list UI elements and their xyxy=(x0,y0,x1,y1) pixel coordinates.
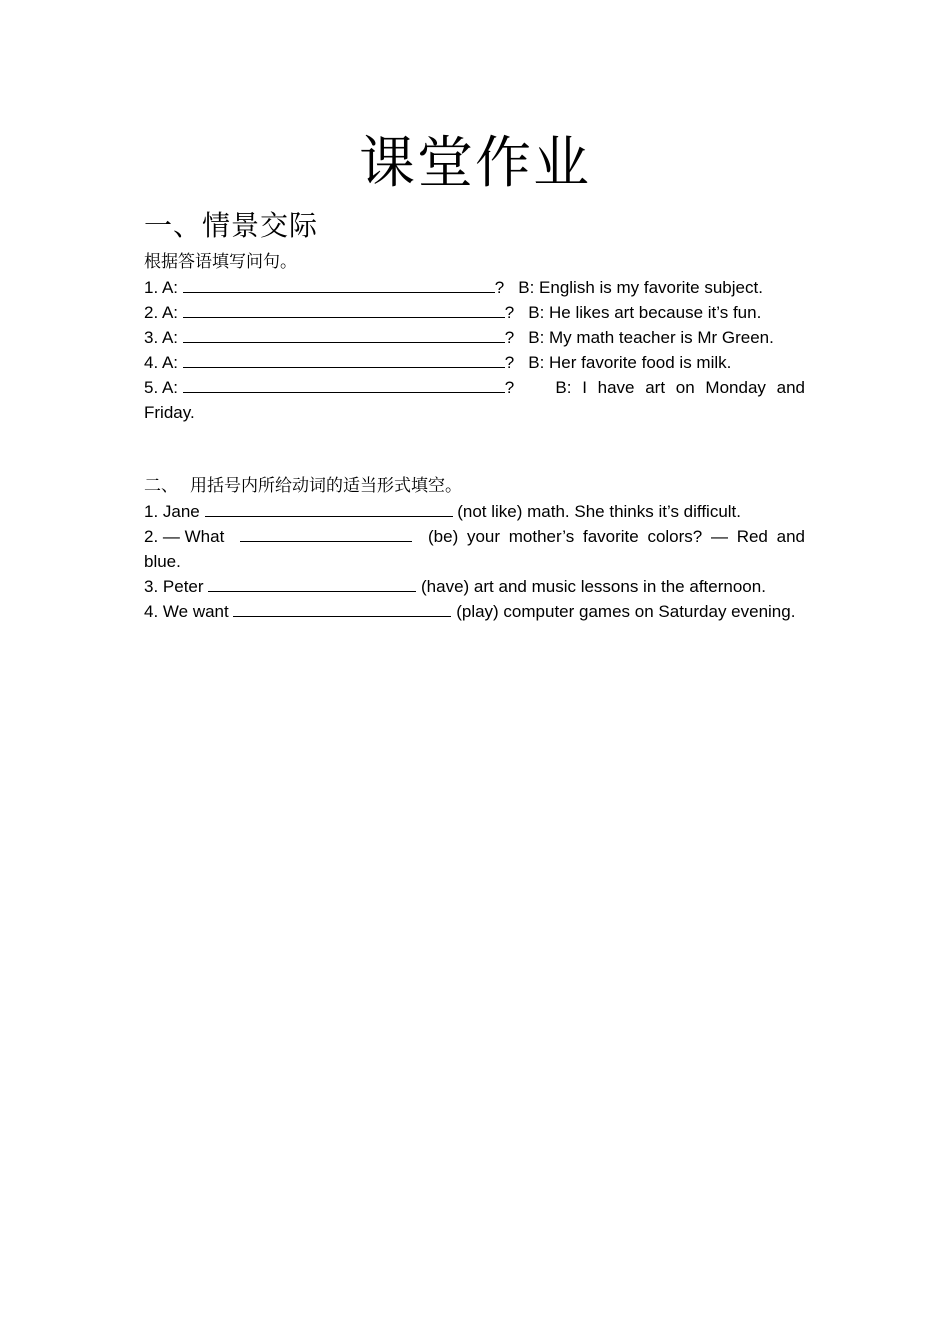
answer-text: B: Her favorite food is milk. xyxy=(528,353,732,372)
page-title: 课堂作业 xyxy=(359,131,591,196)
fill-blank[interactable] xyxy=(240,524,412,542)
question-row-5-continued xyxy=(144,400,805,425)
answer-text-continued: Friday. xyxy=(144,403,195,422)
question-row-2 xyxy=(144,300,805,325)
fill-suffix: (have) art and music lessons in the afternoon. xyxy=(421,577,766,596)
answer-blank[interactable] xyxy=(183,300,505,318)
question-row-4 xyxy=(144,350,805,375)
fill-row-4 xyxy=(144,599,805,624)
fill-suffix: (be) your mother’s favorite colors? — Red and xyxy=(428,527,805,546)
answer-blank[interactable] xyxy=(183,275,495,293)
answer-blank[interactable] xyxy=(183,350,505,368)
question-mark: ? xyxy=(504,328,515,347)
section-1-heading: 一、情景交际 xyxy=(144,209,319,242)
answer-text: B: He likes art because it’s fun. xyxy=(528,303,762,322)
fill-prefix: 3. Peter xyxy=(144,577,204,596)
fill-suffix: (not like) math. She thinks it’s difficult. xyxy=(457,502,742,521)
answer-blank[interactable] xyxy=(183,325,505,343)
question-number: 1. A: xyxy=(144,278,179,297)
question-number: 5. A: xyxy=(144,378,179,397)
section-2 xyxy=(144,474,805,624)
fill-blank[interactable] xyxy=(208,574,416,592)
question-row-1 xyxy=(144,275,805,300)
question-row-5 xyxy=(144,375,805,400)
fill-row-3 xyxy=(144,574,805,599)
question-number: 3. A: xyxy=(144,328,179,347)
answer-text: B: English is my favorite subject. xyxy=(518,278,763,297)
question-number: 2. A: xyxy=(144,303,179,322)
question-mark: ? xyxy=(504,353,515,372)
question-number: 4. A: xyxy=(144,353,179,372)
section-1-instruction: 根据答语填写问句。 xyxy=(144,252,297,272)
section-2-heading xyxy=(144,474,805,499)
fill-prefix: 2. — What xyxy=(144,527,225,546)
fill-prefix: 4. We want xyxy=(144,602,229,621)
fill-blank[interactable] xyxy=(205,499,453,517)
fill-blank[interactable] xyxy=(233,599,451,617)
fill-prefix: 1. Jane xyxy=(144,502,200,521)
fill-suffix-continued: blue. xyxy=(144,552,181,571)
section-2-heading-text: 用括号内所给动词的适当形式填空。 xyxy=(190,476,462,496)
answer-text: B: My math teacher is Mr Green. xyxy=(528,328,774,347)
question-mark: ? xyxy=(504,303,515,322)
section-2-heading-number: 二、 xyxy=(144,476,178,496)
fill-row-2 xyxy=(144,524,805,549)
fill-row-1 xyxy=(144,499,805,524)
question-mark: ? xyxy=(504,378,515,397)
question-row-3 xyxy=(144,325,805,350)
section-1 xyxy=(144,208,805,244)
fill-row-2-continued xyxy=(144,549,805,574)
section-1-body xyxy=(144,250,805,425)
answer-text: B: I have art on Monday and xyxy=(555,378,805,397)
answer-blank[interactable] xyxy=(183,375,505,393)
question-mark: ? xyxy=(494,278,505,297)
fill-suffix: (play) computer games on Saturday evening. xyxy=(456,602,796,621)
